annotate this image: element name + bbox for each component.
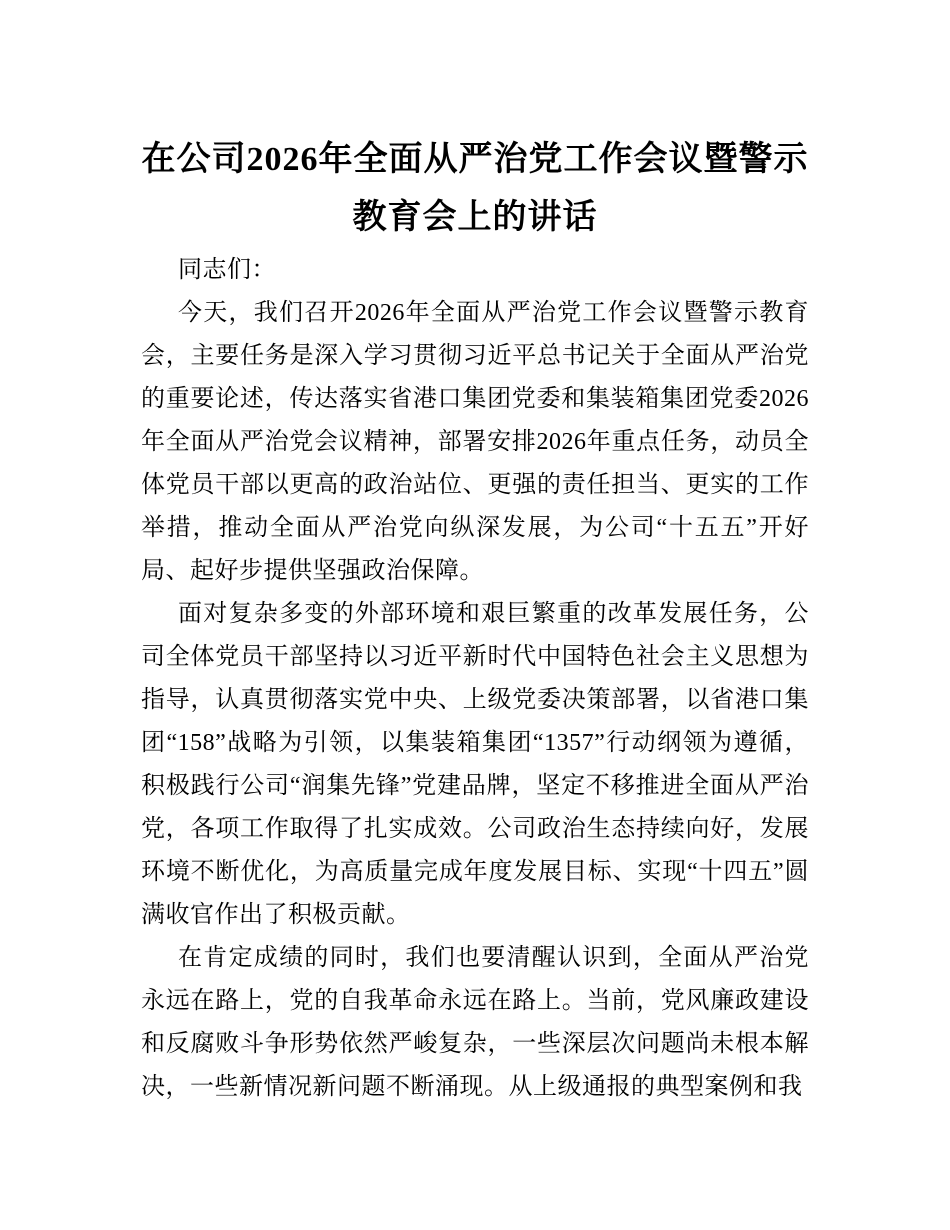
salutation: 同志们： <box>178 257 276 283</box>
paragraph-3: 在肯定成绩的同时，我们也要清醒认识到，全面从严治党永远在路上，党的自我革命永远在路上。当前，党风廉政建设和反腐败斗争形势依然严峻复杂，一些深层次问题尚未根本解决，一些新情况新问题不断涌现。从上级通报的典型案例和我 <box>141 945 809 1100</box>
paragraph-2: 面对复杂多变的外部环境和艰巨繁重的改革发展任务，公司全体党员干部坚持以习近平新时代中国特色社会主义思想为指导，认真贯彻落实党中央、上级党委决策部署，以省港口集团“158”战略为引领，以集装箱集团“1357”行动纲领为遵循，积极践行公司“润集先锋”党建品牌，坚定不移推进全面从严治党，各项工作取得了扎实成效。公司政治生态持续向好，发展环境不断优化，为高质量完成年度发展目标、实现“十四五”圆满收官作出了积极贡献。 <box>141 601 809 928</box>
document-body <box>141 249 809 1109</box>
paragraph-1: 今天，我们召开2026年全面从严治党工作会议暨警示教育会，主要任务是深入学习贯彻习近平总书记关于全面从严治党的重要论述，传达落实省港口集团党委和集装箱集团党委2026年全面从严治党会议精神，部署安排2026年重点任务，动员全体党员干部以更高的政治站位、更强的责任担当、更实的工作举措，推动全面从严治党向纵深发展，为公司“十五五”开好局、起好步提供坚强政治保障。 <box>141 300 809 584</box>
document-title: 在公司2026年全面从严治党工作会议暨警示教育会上的讲话 <box>141 141 809 236</box>
